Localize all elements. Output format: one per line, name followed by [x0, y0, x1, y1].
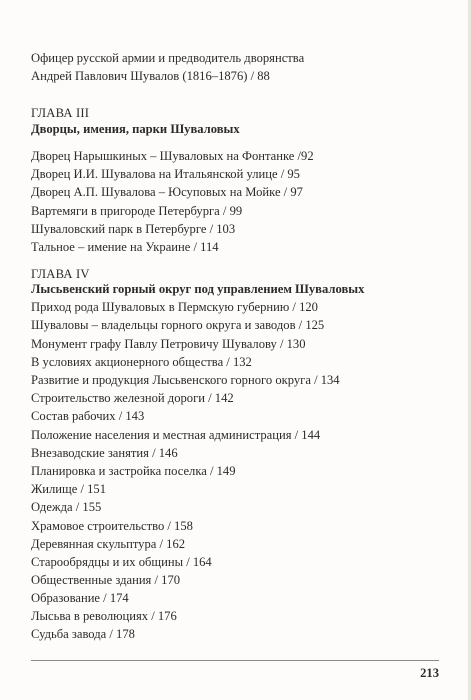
toc-entry: Офицер русской армии и предводитель дворянства — [31, 51, 305, 65]
toc-entry: В условиях акционерного общества / 132 — [31, 355, 252, 369]
toc-entry: Приход рода Шуваловых в Пермскую губернию / 120 — [31, 300, 318, 314]
toc-entry: Строительство железной дороги / 142 — [31, 391, 234, 405]
toc-entry: Планировка и застройка поселка / 149 — [31, 464, 236, 478]
toc-entry: Лысьва в революциях / 176 — [31, 609, 177, 623]
chapter-4-label: ГЛАВА IV — [31, 267, 90, 281]
toc-entry: Монумент графу Павлу Петровичу Шувалову / 130 — [31, 337, 306, 351]
toc-entry: Судьба завода / 178 — [31, 627, 135, 641]
toc-entry: Жилище / 151 — [31, 482, 107, 496]
toc-entry: Общественные здания / 170 — [31, 573, 181, 587]
toc-entry: Андрей Павлович Шувалов (1816–1876) / 88 — [31, 69, 270, 83]
chapter-3-label: ГЛАВА III — [31, 106, 90, 120]
toc-entry: Дворец Нарышкиных – Шуваловых на Фонтанке /92 — [31, 149, 314, 163]
toc-entry: Храмовое строительство / 158 — [31, 519, 193, 533]
toc-entry: Старообрядцы и их общины / 164 — [31, 555, 212, 569]
footer-rule — [31, 660, 439, 661]
chapter-3-title: Дворцы, имения, парки Шуваловых — [31, 122, 240, 136]
toc-entry: Деревянная скульптура / 162 — [31, 537, 186, 551]
toc-entry: Шуваловы – владельцы горного округа и заводов / 125 — [31, 318, 325, 332]
toc-entry: Дворец А.П. Шувалова – Юсуповых на Мойке / 97 — [31, 185, 303, 199]
toc-entry: Вартемяги в пригороде Петербурга / 99 — [31, 204, 243, 218]
toc-entry: Положение населения и местная администрация / 144 — [31, 428, 321, 442]
toc-entry: Тальное – имение на Украине / 114 — [31, 240, 219, 254]
page-number: 213 — [420, 666, 439, 680]
toc-entry: Внезаводские занятия / 146 — [31, 446, 178, 460]
toc-entry: Развитие и продукция Лысьвенского горного округа / 134 — [31, 373, 340, 387]
toc-entry: Состав рабочих / 143 — [31, 409, 145, 423]
toc-entry: Образование / 174 — [31, 591, 129, 605]
toc-entry: Дворец И.И. Шувалова на Итальянской улице / 95 — [31, 167, 300, 181]
toc-entry: Одежда / 155 — [31, 500, 102, 514]
chapter-4-title: Лысьвенский горный округ под управлением Шуваловых — [31, 282, 365, 296]
toc-entry: Шуваловский парк в Петербурге / 103 — [31, 222, 236, 236]
